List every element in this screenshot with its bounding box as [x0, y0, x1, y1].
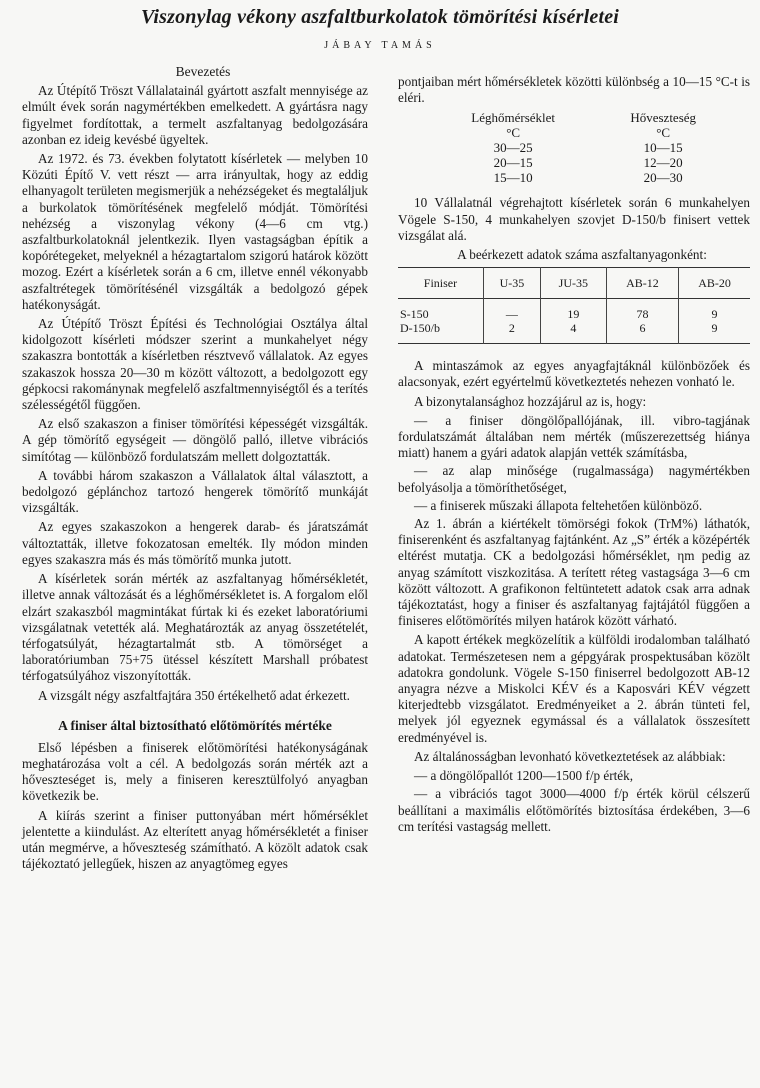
paragraph: 10 Vállalatnál végrehajtott kísérletek során 6 munkahelyen Vögele S-150, 4 munkahelyen szovjet D-150/b finisert vettek vizsgálat alá. — [398, 195, 750, 243]
paragraph: Az egyes szakaszokon a hengerek darab- és járatszámát változtatták, illetve fokozatosan emelték. Ily módon minden egyes szakaszra más és más tömörítő munka jutott. — [22, 519, 368, 567]
table-cell: 19 4 — [540, 299, 606, 344]
paragraph: Az Útépítő Tröszt Építési és Technológiai Osztálya által kidolgozott kísérleti módszer szerint a munkahelyet négy szakaszra bontották a kísérletben résztvevő vállalatok. Az egyes szakaszok hossza 20—30 m között változott, a bedolgozott egy gépkocsi rakománynak megfelelő aszfaltmennyiségtől és a terítés szélességétől függően. — [22, 316, 368, 413]
paragraph: Az 1972. és 73. években folytatott kísérletek — melyben 10 Közúti Építő V. vett részt — arra irányultak, hogy az eddig elhanyagolt területen megismerjük a nehézségeket és megtaláljuk a burkolatok tömörítésének megfelelő módját. Tömörítési nehézség a viszonylag vékony (4—6 cm vtg.) aszfaltburkolatoknál jelentkezik. Ilyen vastagságban építik a kopórétegeket, melyeknél a hézagtartalom szigorú határok között mozog. Ezért a kísérletek során a 6 cm, illetve ennél vékonyabb aszfaltrétegek tömörítésénél vizsgálták a bedolgozó gépek hatékonyságát. — [22, 151, 368, 312]
table-cell: 9 9 — [679, 299, 750, 344]
paragraph: A kiírás szerint a finiser puttonyában mért hőmérséklet jelentette a kiindulást. Az elterített anyag hőmérsékletét a finiser után megmérve, a hőveszteség számítható. A közölt adatok csak tájékoztató jellegűek, hiszen az anyagtömeg egyes — [22, 807, 368, 872]
paragraph: A kísérletek során mérték az aszfaltanyag hőmérsékletét, illetve annak változását és a léghőmérsékletet is. A forgalom elől elzárt szakaszból magmintákat fúrtak ki és ezeket laboratóriumi vizsgálatnak vetették alá. Meghatározták az anyag összetételét, térfogatsúlyát, hézagtartalmát stb. A tömörséget a laboratóriumban 75+75 ütéssel készített Marshall próbatest térfogatsúlyához viszonyították. — [22, 571, 368, 684]
table-cell: 10—15 — [643, 140, 683, 156]
list-item: — a döngölőpallót 1200—1500 f/p érték, — [414, 768, 634, 784]
table-cell: 12—20 — [643, 155, 683, 171]
paragraph: Első lépésben a finiserek előtömörítési hatékonyságának meghatározása volt a cél. A bedolgozás során mérték azt a hőveszteséget is, mely a finiseren keresztülfolyó anyagban következik be. — [22, 739, 368, 804]
left-column — [22, 64, 368, 875]
data-count-table — [398, 267, 750, 344]
paragraph: Az 1. ábrán a kiértékelt tömörségi fokok (TrM%) láthatók, finiserenként és aszfaltanyag fajtánként. Az „S” érték a középérték eltérést mutatja. CK a bedolgozási hőmérséklet, ηm pedig az anyag számított viszkozitása. A terített réteg vastagsága 3—6 cm között változott. A grafikonon feltüntetett adatok csak arra adnak tájékoztatást, hogy a finiser és aszfaltanyag fajtájától függően a finiseres előtömörítés milyen határok között várható. — [398, 516, 750, 629]
table-header: AB-12 — [606, 268, 678, 299]
paragraph: Az első szakaszon a finiser tömörítési képességét vizsgálták. A gép tömörítő egységeit — döngölő palló, illetve vibrációs simítótag — különböző fordulatszám mellett dolgoztatták. — [22, 416, 368, 464]
table-cell: 20—30 — [643, 170, 683, 186]
table-header: AB-20 — [679, 268, 750, 299]
paragraph: A kapott értékek megközelítik a külföldi irodalomban található adatokat. Természetesen nem a gépgyárak prospektusában közölt adatokra gondolunk. Vögele S-150 finiserrel bedolgozott AB-12 anyagra nézve a Miskolci KÉV és a Kaposvári KÉV végzett kiterjedtebb vizsgálatot. Eredményeiket a 2. ábrán tünteti fel, melyek jól egyeznek egymással és a vállalatok összesített eredményével is. — [398, 632, 750, 745]
paragraph: A vizsgált négy aszfaltfajtára 350 értékelhető adat érkezett. — [38, 687, 350, 703]
temp-header-loss: Hőveszteség °C — [630, 110, 697, 141]
table-cell: S-150 D-150/b — [400, 307, 440, 336]
table-header: Finiser — [423, 276, 458, 291]
article-title: Viszonylag vékony aszfaltburkolatok tömörítési kísérletei — [140, 6, 620, 28]
table-row — [430, 170, 730, 185]
section-heading-finiser: A finiser által biztosítható előtömörítés mértéke — [58, 717, 332, 733]
table-row — [430, 155, 730, 170]
list-item: — az alap minősége (rugalmassága) nagymértékben befolyásolja a tömöríthetőséget, — [398, 463, 750, 495]
data-table-caption: A beérkezett adatok száma aszfaltanyagonként: — [457, 247, 707, 263]
temp-header-air: Léghőmérséklet °C — [471, 110, 556, 141]
table-cell: — 2 — [483, 299, 540, 344]
table-cell: 30—25 — [493, 140, 533, 156]
list-item: — a vibrációs tagot 3000—4000 f/p érték körül célszerű beállítani a maximális előtömörítés biztosítása érdekében, 3—6 cm terítési vastagság mellett. — [398, 786, 750, 834]
right-column — [398, 74, 750, 837]
paragraph: A bizonytalansághoz hozzájárul az is, hogy: — [414, 393, 647, 409]
paragraph: A mintaszámok az egyes anyagfajtáknál különbözőek és alacsonyak, ezért egyértelmű következtetés nehezen vonható le. — [398, 358, 750, 390]
table-header: U-35 — [483, 268, 540, 299]
table-row — [398, 299, 750, 344]
paragraph: Az Útépítő Tröszt Vállalatainál gyártott aszfalt mennyisége az elmúlt évek során nagymértékben emelkedett. A gyártásra nagy figyelmet fordítottak, a termelt aszfaltanyag bedolgozására azonban ez ideig kevésbé ügyeltek. — [22, 83, 368, 147]
table-cell: 15—10 — [493, 170, 533, 186]
table-row — [430, 140, 730, 155]
temperature-table — [430, 110, 730, 185]
list-item: — a finiserek műszaki állapota feltehetően különböző. — [414, 497, 703, 513]
paragraph: pontjaiban mért hőmérsékletek közötti különbség a 10—15 °C-t is eléri. — [398, 74, 750, 106]
paragraph: A további három szakaszon a Vállalatok által választott, a bedolgozó géplánchoz tartozó hengerek tömörítő munkáját vizsgálták. — [22, 467, 368, 516]
table-cell: 20—15 — [493, 155, 533, 171]
list-item: — a finiser döngölőpallójának, ill. vibro-tagjának fordulatszámát általában nem mérték (műszerezettség hiánya miatt) hanem a gyári adatok alapján vették számításba, — [398, 412, 750, 461]
table-header: JU-35 — [540, 268, 606, 299]
author-name: JÁBAY TAMÁS — [324, 40, 436, 51]
paragraph: Az általánosságban levonható következtetések az alábbiak: — [414, 748, 726, 764]
table-cell: 78 6 — [606, 299, 678, 344]
section-heading-intro: Bevezetés — [175, 64, 231, 79]
